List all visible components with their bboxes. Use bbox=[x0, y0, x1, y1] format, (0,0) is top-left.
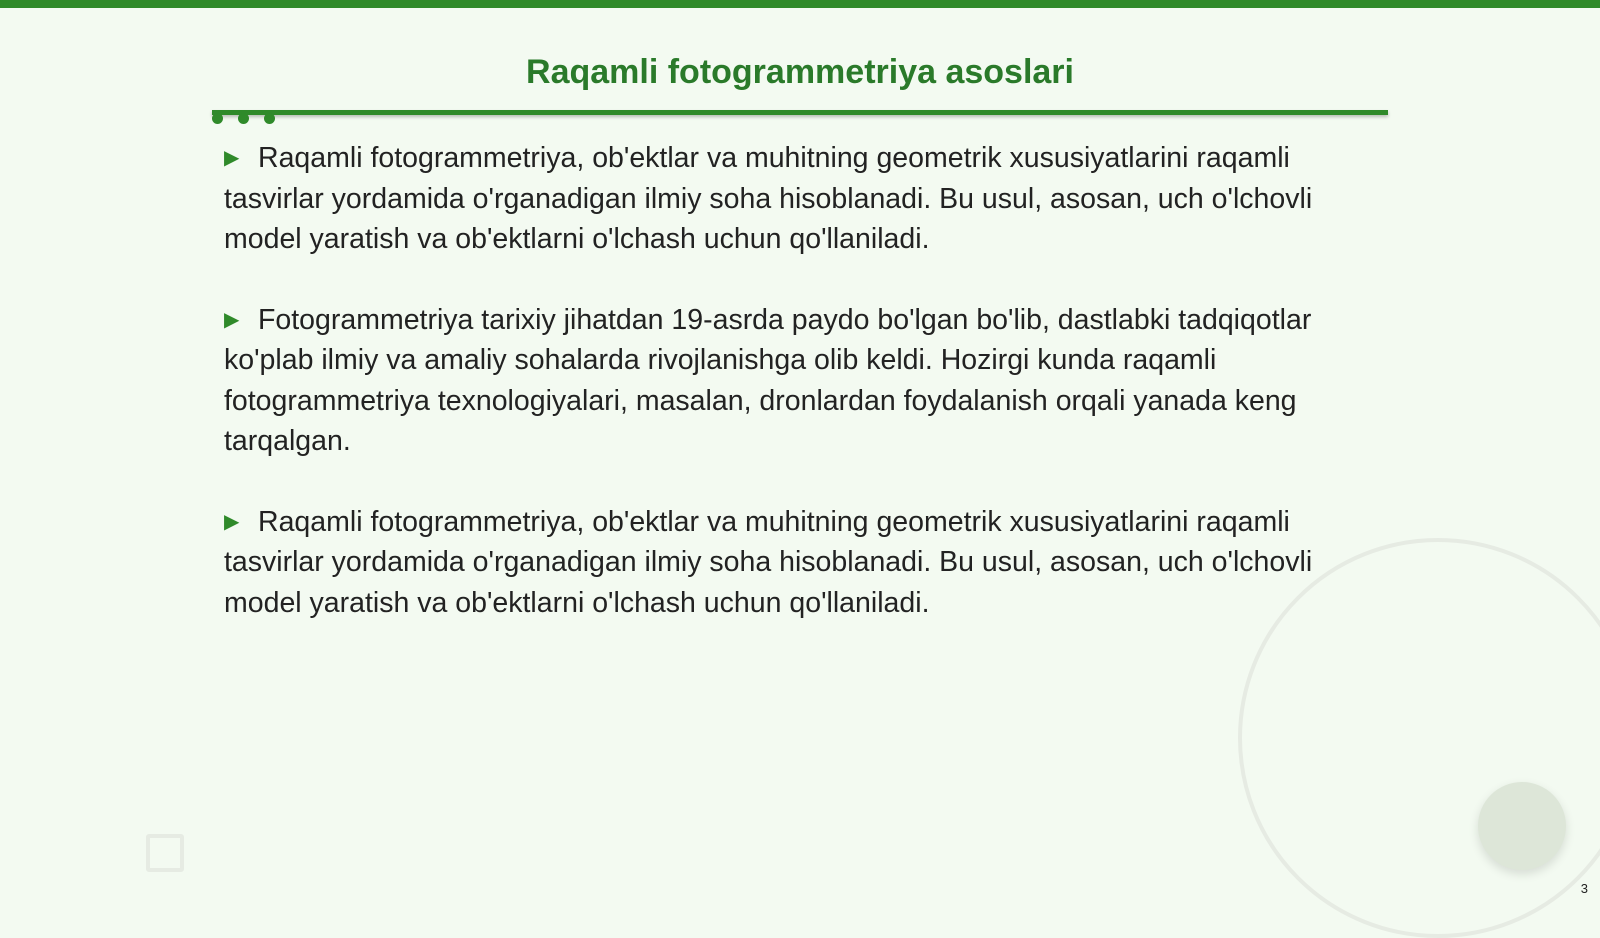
bullet-text: Raqamli fotogrammetriya, ob'ektlar va muhitning geometrik xususiyatlarini raqamli tasvirlar yordamida o'rganadigan ilmiy soha hisoblanadi. Bu usul, asosan, uch o'lchovli model yaratish va ob'ektlarni o'lchash uchun qo'llaniladi. bbox=[224, 505, 1313, 619]
bullet-text: Fotogrammetriya tarixiy jihatdan 19-asrda paydo bo'lgan bo'lib, dastlabki tadqiqotlar ko'plab ilmiy va amaliy sohalarda rivojlanishga olib keldi. Hozirgi kunda raqamli fotogrammetriya texnologiyalari, masalan, dronlardan foydalanish orqali yanada keng tarqalgan. bbox=[224, 303, 1312, 457]
top-accent-bar bbox=[0, 0, 1600, 8]
page-number: 3 bbox=[1580, 881, 1588, 896]
title-underline bbox=[212, 110, 1388, 115]
triangle-right-icon: ▶ bbox=[224, 308, 240, 331]
decorative-dot bbox=[212, 113, 223, 124]
bullet-text: Raqamli fotogrammetriya, ob'ektlar va muhitning geometrik xususiyatlarini raqamli tasvirlar yordamida o'rganadigan ilmiy soha hisoblanadi. Bu usul, asosan, uch o'lchovli model yaratish va ob'ektlarni o'lchash uchun qo'llaniladi. bbox=[224, 142, 1313, 255]
decorative-square-outline bbox=[146, 834, 184, 872]
decorative-circle-filled bbox=[1478, 782, 1566, 870]
triangle-right-icon: ▶ bbox=[224, 147, 240, 169]
bullet-item bbox=[224, 502, 1384, 624]
bullet-item bbox=[224, 300, 1384, 462]
decorative-dot bbox=[238, 113, 249, 124]
bullet-item bbox=[224, 138, 1384, 260]
bullet-list bbox=[224, 138, 1384, 663]
decorative-dot bbox=[264, 113, 275, 124]
triangle-right-icon: ▶ bbox=[224, 510, 240, 533]
slide-title: Raqamli fotogrammetriya asoslari bbox=[526, 53, 1074, 91]
